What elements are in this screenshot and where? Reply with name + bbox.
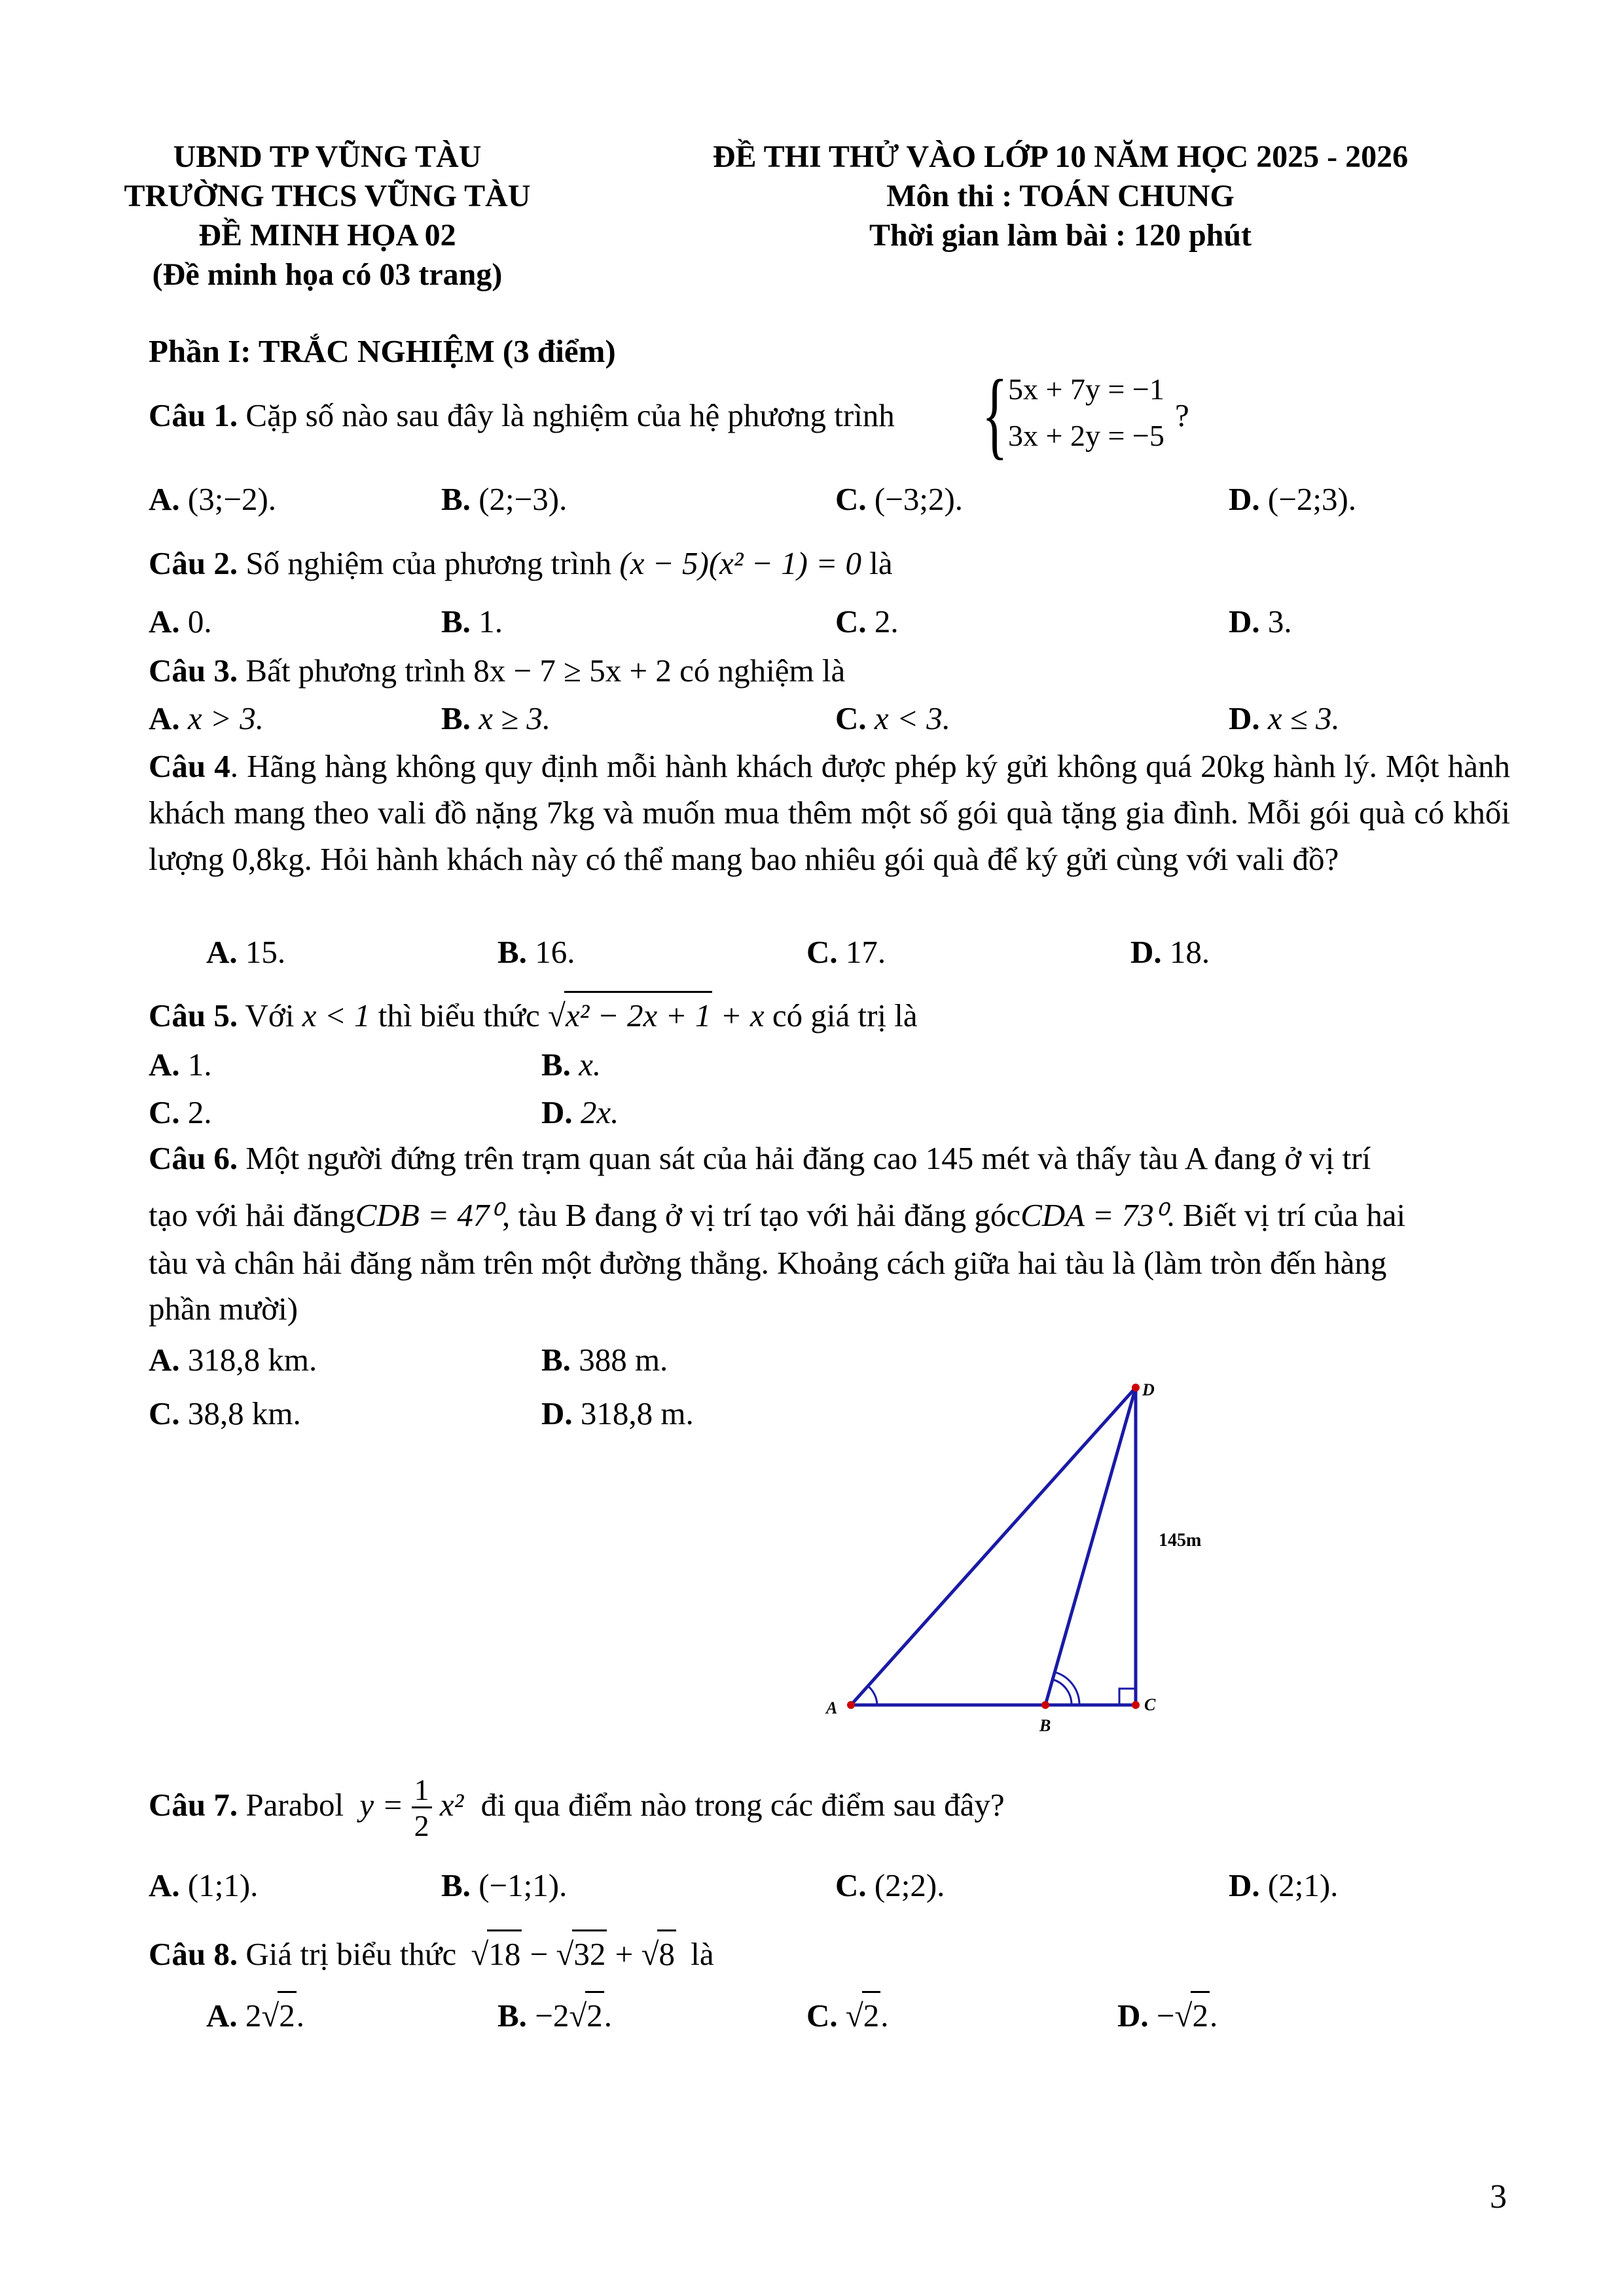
q7-text: Parabol bbox=[245, 1786, 344, 1823]
q6-option-a: A. 318,8 km. bbox=[149, 1342, 317, 1378]
question-2 bbox=[149, 541, 893, 586]
q5-tail: + x bbox=[720, 997, 765, 1033]
q7-lhs: y = bbox=[359, 1786, 404, 1823]
question-5 bbox=[149, 991, 918, 1039]
point-c bbox=[1132, 1701, 1140, 1709]
q6-line2a: tạo với hải đăng bbox=[149, 1197, 355, 1233]
q3-expr: 8x − 7 ≥ 5x + 2 bbox=[473, 653, 672, 689]
q4-option-b: B. 16. bbox=[497, 934, 575, 970]
q6-option-c: C. 38,8 km. bbox=[149, 1395, 301, 1431]
q5-option-a: A. 1. bbox=[149, 1047, 212, 1083]
q5-label: Câu 5. bbox=[149, 997, 238, 1033]
q5-mid: thì biểu thức bbox=[378, 997, 540, 1033]
q6-option-d: D. 318,8 m. bbox=[541, 1395, 694, 1431]
q5-condition: x < 1 bbox=[302, 997, 370, 1033]
q8-radicand-2: 32 bbox=[572, 1929, 607, 1977]
q5-option-d: D. 2x. bbox=[541, 1094, 619, 1130]
question-4 bbox=[149, 743, 1510, 882]
q6-line1-text: Một người đứng trên trạm quan sát của hải đăng cao 145 mét và thấy tàu A đang ở vị trí bbox=[245, 1140, 1371, 1176]
q1-eq1: 5x + 7y = −1 bbox=[1008, 372, 1164, 406]
q7-numerator: 1 bbox=[412, 1775, 432, 1808]
q8-option-d: D. −√2. bbox=[1117, 1991, 1218, 2039]
q8-option-a: A. 2√2. bbox=[206, 1991, 304, 2039]
q8-expr: √18 − √32 + √8 bbox=[471, 1936, 676, 1972]
q3-text: Bất phương trình bbox=[245, 653, 465, 689]
question-6-line3: tàu và chân hải đăng nằm trên một đường thẳng. Khoảng cách giữa hai tàu là (làm tròn đến hàng bbox=[149, 1245, 1387, 1281]
q5-radicand: x² − 2x + 1 bbox=[564, 991, 712, 1039]
q1-option-b: B. (2;−3). bbox=[441, 481, 568, 517]
header-school: TRƯỜNG THCS VŨNG TÀU bbox=[124, 179, 531, 213]
q5-end: có giá trị là bbox=[772, 997, 918, 1033]
header-duration: Thời gian làm bài : 120 phút bbox=[869, 218, 1252, 253]
q1-brace: { bbox=[982, 360, 1008, 469]
header-page-count: (Đề minh họa có 03 trang) bbox=[152, 257, 503, 292]
q4-label: Câu 4 bbox=[149, 748, 230, 784]
label-height: 145m bbox=[1159, 1530, 1202, 1551]
q4-option-a: A. 15. bbox=[206, 934, 286, 970]
question-1 bbox=[149, 393, 895, 439]
q2-expr: (x − 5)(x² − 1) = 0 bbox=[619, 545, 862, 581]
q8-option-c: C. √2. bbox=[806, 1991, 889, 2039]
question-6-line4: phần mười) bbox=[149, 1291, 298, 1327]
q2-end: là bbox=[869, 545, 893, 581]
point-d bbox=[1132, 1384, 1140, 1391]
q7-end: đi qua điểm nào trong các điểm sau đây? bbox=[480, 1786, 1005, 1823]
q3-option-d: D. x ≤ 3. bbox=[1229, 700, 1340, 736]
point-a bbox=[847, 1701, 855, 1709]
question-8 bbox=[149, 1929, 714, 1977]
q2-option-d: D. 3. bbox=[1229, 603, 1292, 639]
q7-label: Câu 7. bbox=[149, 1786, 238, 1823]
q2-option-b: B. 1. bbox=[441, 603, 503, 639]
q8-radicand-3: 8 bbox=[657, 1929, 676, 1977]
q8-option-b: B. −2√2. bbox=[497, 1991, 612, 2039]
q5-radical: √x² − 2x + 1 bbox=[548, 997, 712, 1033]
label-c: C bbox=[1144, 1695, 1156, 1714]
q3-option-c: C. x < 3. bbox=[835, 700, 950, 736]
header-left bbox=[79, 137, 576, 295]
q8-end: là bbox=[691, 1936, 714, 1972]
q4-option-d: D. 18. bbox=[1130, 934, 1210, 970]
q1-option-d: D. (−2;3). bbox=[1229, 481, 1357, 517]
header-subject: Môn thi : TOÁN CHUNG bbox=[886, 179, 1235, 213]
q1-text: Cặp số nào sau đây là nghiệm của hệ phương trình bbox=[245, 397, 895, 433]
q7-fraction bbox=[412, 1775, 432, 1841]
line-ad bbox=[851, 1388, 1136, 1705]
q5-text: Với bbox=[245, 997, 295, 1033]
q6-line2b: , tàu B đang ở vị trí tạo với hải đăng góc bbox=[501, 1197, 1021, 1233]
q8-label: Câu 8. bbox=[149, 1936, 238, 1972]
q6-line2c: . Biết vị trí của hai bbox=[1166, 1197, 1406, 1233]
q8-radicand-1: 18 bbox=[487, 1929, 522, 1977]
lighthouse-figure bbox=[812, 1374, 1231, 1741]
q1-option-c: C. (−3;2). bbox=[835, 481, 964, 517]
angle-a-arc bbox=[868, 1686, 877, 1705]
q2-label: Câu 2. bbox=[149, 545, 238, 581]
q6-option-b: B. 388 m. bbox=[541, 1342, 668, 1378]
q7-option-d: D. (2;1). bbox=[1229, 1867, 1339, 1903]
header-exam-title: ĐỀ THI THỬ VÀO LỚP 10 NĂM HỌC 2025 - 2026 bbox=[712, 139, 1409, 174]
line-bd bbox=[1045, 1388, 1136, 1705]
question-7 bbox=[149, 1775, 1005, 1841]
q8-op2: + bbox=[615, 1936, 634, 1972]
q5-option-c: C. 2. bbox=[149, 1094, 212, 1130]
label-d: D bbox=[1142, 1380, 1155, 1399]
q5-option-b: B. x. bbox=[541, 1047, 602, 1083]
q3-end: có nghiệm là bbox=[679, 653, 846, 689]
q1-label: Câu 1. bbox=[149, 397, 238, 433]
page-number: 3 bbox=[1490, 2178, 1507, 2215]
q7-option-b: B. (−1;1). bbox=[441, 1867, 568, 1903]
q4-text: . Hãng hàng không quy định mỗi hành khách được phép ký gửi không quá 20kg hành lý. Một hành khách mang theo vali đồ nặng 7kg và muốn mua thêm một số gói quà tặng gia đình. Mỗi gói quà có khối lượng 0,8kg. Hỏi hành khách này có thể mang bao nhiêu gói quà để ký gửi cùng với vali đồ? bbox=[149, 748, 1511, 877]
header-right bbox=[655, 137, 1466, 255]
header-authority: UBND TP VŨNG TÀU bbox=[173, 139, 482, 174]
q7-denominator: 2 bbox=[414, 1809, 429, 1842]
angle-b-arc-1 bbox=[1053, 1679, 1072, 1705]
q1-eq2: 3x + 2y = −5 bbox=[1008, 419, 1164, 452]
header-exam-code: ĐỀ MINH HỌA 02 bbox=[198, 218, 456, 253]
q3-label: Câu 3. bbox=[149, 653, 238, 689]
question-6-line1 bbox=[149, 1136, 1371, 1181]
q3-option-a: A. x > 3. bbox=[149, 700, 264, 736]
section-title: Phần I: TRẮC NGHIỆM (3 điểm) bbox=[149, 333, 616, 369]
q7-option-a: A. (1;1). bbox=[149, 1867, 259, 1903]
q1-end: ? bbox=[1175, 397, 1189, 433]
q6-angle2: CDA = 73⁰ bbox=[1020, 1197, 1167, 1233]
question-6-line2 bbox=[149, 1193, 1405, 1238]
label-b: B bbox=[1039, 1716, 1051, 1735]
q7-option-c: C. (2;2). bbox=[835, 1867, 945, 1903]
question-3 bbox=[149, 648, 845, 694]
q2-option-c: C. 2. bbox=[835, 603, 899, 639]
q6-angle1: CDB = 47⁰ bbox=[355, 1197, 502, 1233]
q6-label: Câu 6. bbox=[149, 1140, 238, 1176]
q2-text: Số nghiệm của phương trình bbox=[245, 545, 612, 581]
label-a: A bbox=[826, 1698, 838, 1717]
q3-option-b: B. x ≥ 3. bbox=[441, 700, 551, 736]
q8-op1: − bbox=[530, 1936, 549, 1972]
q1-option-a: A. (3;−2). bbox=[149, 481, 277, 517]
q8-text: Giá trị biểu thức bbox=[245, 1936, 457, 1972]
q7-var: x² bbox=[439, 1786, 464, 1823]
q2-option-a: A. 0. bbox=[149, 603, 212, 639]
q4-option-c: C. 17. bbox=[806, 934, 886, 970]
point-b bbox=[1041, 1701, 1049, 1709]
